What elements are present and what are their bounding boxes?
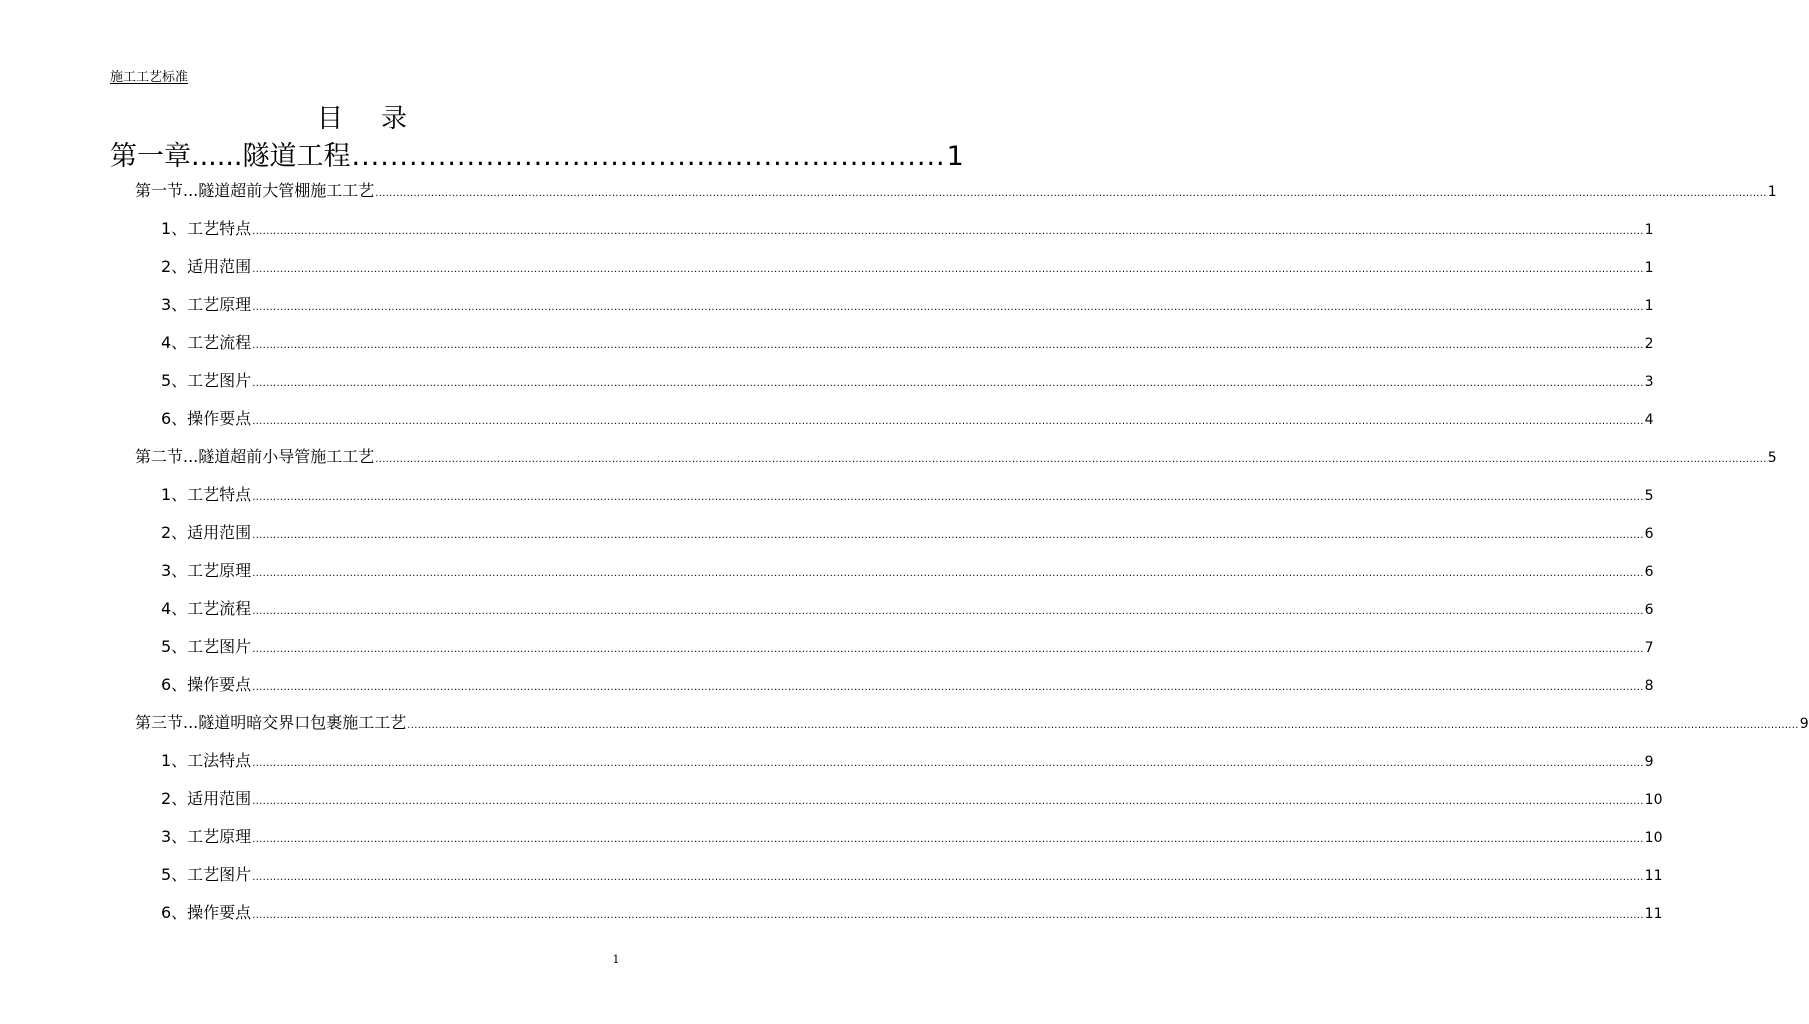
toc-item-label: 6、操作要点	[161, 409, 252, 428]
toc-leader: ................................................................................................................................................................................................................................................................................................................................................................................................................	[252, 682, 1644, 693]
toc-leader: ................................................................................................................................................................................................................................................................................................................................................................................................................	[252, 796, 1644, 807]
toc-item-label: 4、工艺流程	[161, 333, 252, 352]
toc-leader: ................................................................................................................................................................................................................................................................................................................................................................................................................	[252, 492, 1644, 503]
toc-leader: ................................................................................................................................................................................................................................................................................................................................................................................................................	[252, 530, 1644, 541]
toc-section[interactable]	[135, 710, 1809, 733]
toc-item-page: 4	[1644, 412, 1654, 428]
toc-item-label: 6、操作要点	[161, 675, 252, 694]
toc-item[interactable]	[161, 862, 1663, 885]
toc-item[interactable]	[161, 406, 1654, 429]
page-title	[0, 98, 724, 135]
toc-chapter-label: 第一章......隧道工程	[110, 141, 351, 172]
toc-item-page: 6	[1644, 564, 1654, 580]
toc-item-page: 1	[1644, 298, 1654, 314]
page-number: 1	[612, 953, 620, 966]
toc-leader: ................................................................................................................................................................................................................................................................................................................................................................................................................	[252, 644, 1644, 655]
toc-leader: ................................................................................................................................................................................................................................................................................................................................................................................................................	[252, 568, 1644, 579]
toc-leader: ................................................................................................................................................................................................................................................................................................................................................................................................................	[252, 226, 1644, 237]
toc-chapter-page: 1	[946, 141, 964, 172]
toc-leader: ................................................................................................................................................................................................................................................................................................................................................................................................................	[252, 606, 1644, 617]
toc-item-label: 3、工艺原理	[161, 561, 252, 580]
toc-item[interactable]	[161, 482, 1654, 505]
toc-item-page: 8	[1644, 678, 1654, 694]
toc-item-page: 3	[1644, 374, 1654, 390]
toc-item[interactable]	[161, 368, 1654, 391]
toc-item-page: 11	[1644, 906, 1663, 922]
toc-section-label: 第三节...隧道明暗交界口包裹施工工艺	[135, 713, 407, 732]
toc-leader: ................................................................................................................................................................................................................................................................................................................................................................................................................	[252, 872, 1644, 883]
toc-leader: ................................................................................................................................................................................................................................................................................................................................................................................................................	[375, 188, 1767, 199]
title-char: 录	[381, 104, 408, 134]
toc-item-page: 11	[1644, 868, 1663, 884]
toc-item-page: 5	[1644, 488, 1654, 504]
toc-item-page: 9	[1644, 754, 1654, 770]
toc-leader: ................................................................................................................................................................................................................................................................................................................................................................................................................	[252, 378, 1644, 389]
toc-leader: ................................................................................................................................................................................................................................................................................................................................................................................................................	[252, 264, 1644, 275]
toc-section[interactable]	[135, 444, 1777, 467]
page-header: 施工工艺标准	[110, 70, 189, 85]
toc-section[interactable]	[135, 178, 1777, 201]
toc-item[interactable]	[161, 900, 1663, 923]
title-char: 目	[316, 104, 343, 134]
toc-item-label: 2、适用范围	[161, 789, 252, 808]
toc-item[interactable]	[161, 748, 1654, 771]
toc-leader: ..............................................................	[351, 141, 946, 172]
toc-item[interactable]	[161, 634, 1654, 657]
toc-item-page: 6	[1644, 526, 1654, 542]
toc-item[interactable]	[161, 672, 1654, 695]
toc-item[interactable]	[161, 254, 1654, 277]
toc-leader: ................................................................................................................................................................................................................................................................................................................................................................................................................	[252, 758, 1644, 769]
toc-section-page: 5	[1767, 450, 1777, 466]
toc-item[interactable]	[161, 786, 1663, 809]
toc-item[interactable]	[161, 292, 1654, 315]
toc-item-page: 2	[1644, 336, 1654, 352]
toc-item-page: 7	[1644, 640, 1654, 656]
toc-chapter[interactable]	[110, 134, 964, 173]
toc-leader: ................................................................................................................................................................................................................................................................................................................................................................................................................	[252, 834, 1644, 845]
toc-leader: ................................................................................................................................................................................................................................................................................................................................................................................................................	[252, 302, 1644, 313]
toc-leader: ................................................................................................................................................................................................................................................................................................................................................................................................................	[375, 454, 1767, 465]
toc-leader: ................................................................................................................................................................................................................................................................................................................................................................................................................	[252, 416, 1644, 427]
toc-leader: ................................................................................................................................................................................................................................................................................................................................................................................................................	[252, 910, 1644, 921]
toc-item-page: 1	[1644, 260, 1654, 276]
toc-item-label: 5、工艺图片	[161, 637, 252, 656]
toc-item[interactable]	[161, 216, 1654, 239]
toc-item[interactable]	[161, 824, 1663, 847]
toc-item-page: 10	[1644, 792, 1663, 808]
toc-item-label: 5、工艺图片	[161, 865, 252, 884]
toc-item-page: 1	[1644, 222, 1654, 238]
toc-item-label: 5、工艺图片	[161, 371, 252, 390]
toc-item-label: 2、适用范围	[161, 257, 252, 276]
toc-item-label: 4、工艺流程	[161, 599, 252, 618]
toc-item-label: 1、工艺特点	[161, 485, 252, 504]
toc-section-label: 第一节...隧道超前大管棚施工工艺	[135, 181, 375, 200]
toc-item-page: 6	[1644, 602, 1654, 618]
toc-section-page: 1	[1767, 184, 1777, 200]
toc-item[interactable]	[161, 330, 1654, 353]
toc-item-label: 3、工艺原理	[161, 295, 252, 314]
toc-item-label: 2、适用范围	[161, 523, 252, 542]
toc-leader: ................................................................................................................................................................................................................................................................................................................................................................................................................	[407, 720, 1799, 731]
toc-item-label: 1、工艺特点	[161, 219, 252, 238]
toc-item-page: 10	[1644, 830, 1663, 846]
toc-leader: ................................................................................................................................................................................................................................................................................................................................................................................................................	[252, 340, 1644, 351]
toc-item[interactable]	[161, 558, 1654, 581]
toc-section-page: 9	[1799, 716, 1809, 732]
toc-item[interactable]	[161, 520, 1654, 543]
toc-item-label: 1、工法特点	[161, 751, 252, 770]
toc-item-label: 3、工艺原理	[161, 827, 252, 846]
toc-item-label: 6、操作要点	[161, 903, 252, 922]
toc-item[interactable]	[161, 596, 1654, 619]
toc-section-label: 第二节...隧道超前小导管施工工艺	[135, 447, 375, 466]
